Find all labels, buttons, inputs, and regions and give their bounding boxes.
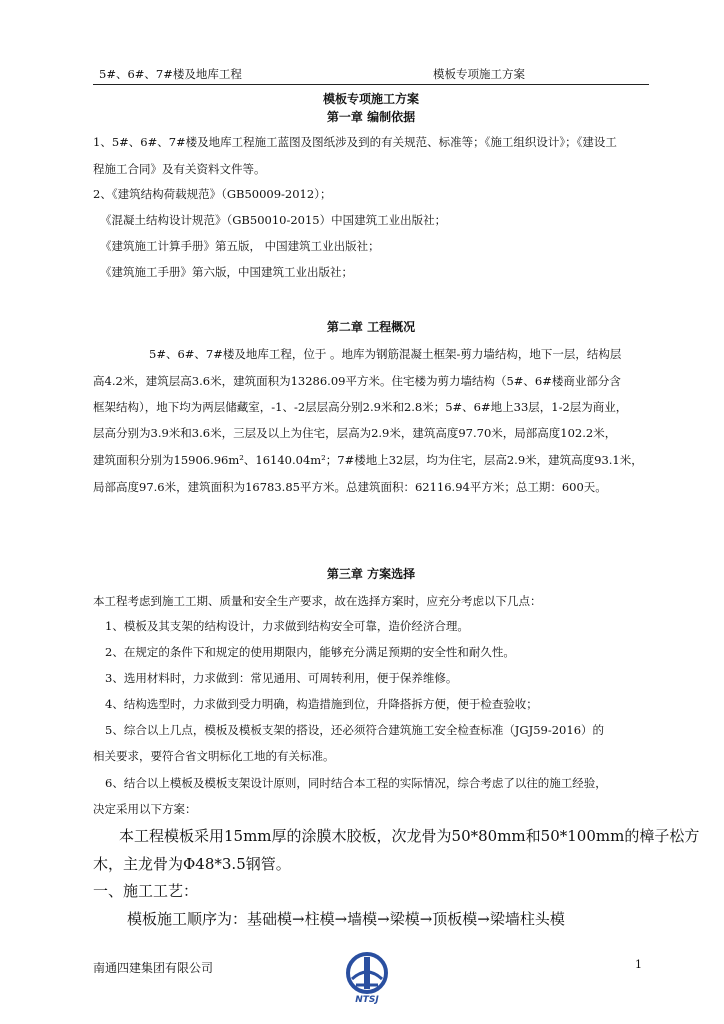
ch3-line-4: 3、选用材料时，力求做到：常见通用、可周转利用，便于保养维修。 xyxy=(105,671,458,685)
chapter3-heading: 第三章 方案选择 xyxy=(326,567,416,581)
ch3-line-9: 决定采用以下方案： xyxy=(93,802,197,816)
ch2-line-4: 层高分别为3.9米和3.6米，三层及以上为住宅，层高为2.9米，建筑高度97.70米，局部高度102.2米， xyxy=(93,426,617,440)
ch3-line-8: 6、结合以上模板及模板支架设计原则，同时结合本工程的实际情况，综合考虑了以往的施工经验， xyxy=(105,776,607,790)
header-project: 5#、6#、7#楼及地库工程 xyxy=(99,67,242,81)
company-logo xyxy=(344,951,390,1009)
ch3-line-7: 相关要求，要符合省文明标化工地的有关标准。 xyxy=(93,749,335,763)
ch3-line-5: 4、结构选型时，力求做到受力明确，构造措施到位，升降搭拆方便，便于检查验收； xyxy=(105,697,538,711)
ch2-line-1: 5#、6#、7#楼及地库工程，位于 。地库为钢筋混凝土框架-剪力墙结构，地下一层，结构层 xyxy=(149,347,622,361)
ch1-line-6: 《建筑施工手册》第六版，中国建筑工业出版社； xyxy=(100,265,353,279)
ch3-line-13: 模板施工顺序为：基础模→柱模→墙模→梁模→顶板模→梁墙柱头模 xyxy=(127,910,565,928)
ch3-line-12: 一、施工工艺： xyxy=(93,882,199,900)
header-doc-title: 模板专项施工方案 xyxy=(433,67,525,81)
ch3-line-2: 1、模板及其支架的结构设计，力求做到结构安全可靠，造价经济合理。 xyxy=(105,619,469,633)
page-header xyxy=(93,64,649,85)
page-number: 1 xyxy=(635,958,642,971)
ch1-line-4: 《混凝土结构设计规范》（GB50010-2015）中国建筑工业出版社； xyxy=(100,213,447,227)
ch3-line-1: 本工程考虑到施工工期、质量和安全生产要求，故在选择方案时，应充分考虑以下几点： xyxy=(93,594,542,608)
ch1-line-3: 2、《建筑结构荷载规范》（GB50009-2012）； xyxy=(93,187,332,201)
ch1-line-2: 程施工合同》及有关资料文件等。 xyxy=(93,162,266,176)
ch2-line-6: 局部高度97.6米，建筑面积为16783.85平方米。总建筑面积：62116.94平方米；总工期：600天。 xyxy=(93,480,607,494)
document-body xyxy=(93,88,700,938)
doc-title: 模板专项施工方案 xyxy=(322,92,419,106)
ch1-line-1: 1、5#、6#、7#楼及地库工程施工蓝图及图纸涉及到的有关规范、标准等；《施工组织设计》；《建设工 xyxy=(93,135,617,149)
ch3-line-3: 2、在规定的条件下和规定的使用期限内，能够充分满足预期的安全性和耐久性。 xyxy=(105,645,515,659)
ch2-line-3: 框架结构），地下均为两层储藏室，-1、-2层层高分别2.9米和2.8米；5#、6#地上33层，1-2层为商业， xyxy=(93,400,628,414)
ch3-line-6: 5、综合以上几点，模板及模板支架的搭设，还必须符合建筑施工安全检查标准（JGJ59-2016）的 xyxy=(105,723,605,737)
ch2-line-5: 建筑面积分别为15906.96m²、16140.04m²；7#楼地上32层，均为住宅，层高2.9米，建筑高度93.1米， xyxy=(93,453,643,467)
chapter2-heading: 第二章 工程概况 xyxy=(326,320,416,334)
ch3-line-10: 本工程模板采用15mm厚的涂膜木胶板，次龙骨为50*80mm和50*100mm的樟子松方 xyxy=(119,827,700,845)
ch1-line-5: 《建筑施工计算手册》第五版， 中国建筑工业出版社； xyxy=(100,239,380,253)
footer-company: 南通四建集团有限公司 xyxy=(93,961,214,975)
chapter1-heading: 第一章 编制依据 xyxy=(326,110,416,124)
ch2-line-2: 高4.2米，建筑层高3.6米，建筑面积为13286.09平方米。住宅楼为剪力墙结构（5#、6#楼商业部分含 xyxy=(93,374,621,388)
logo-text: NTSJ xyxy=(355,995,379,1005)
ch3-line-11: 木，主龙骨为Φ48*3.5钢管。 xyxy=(93,855,291,873)
